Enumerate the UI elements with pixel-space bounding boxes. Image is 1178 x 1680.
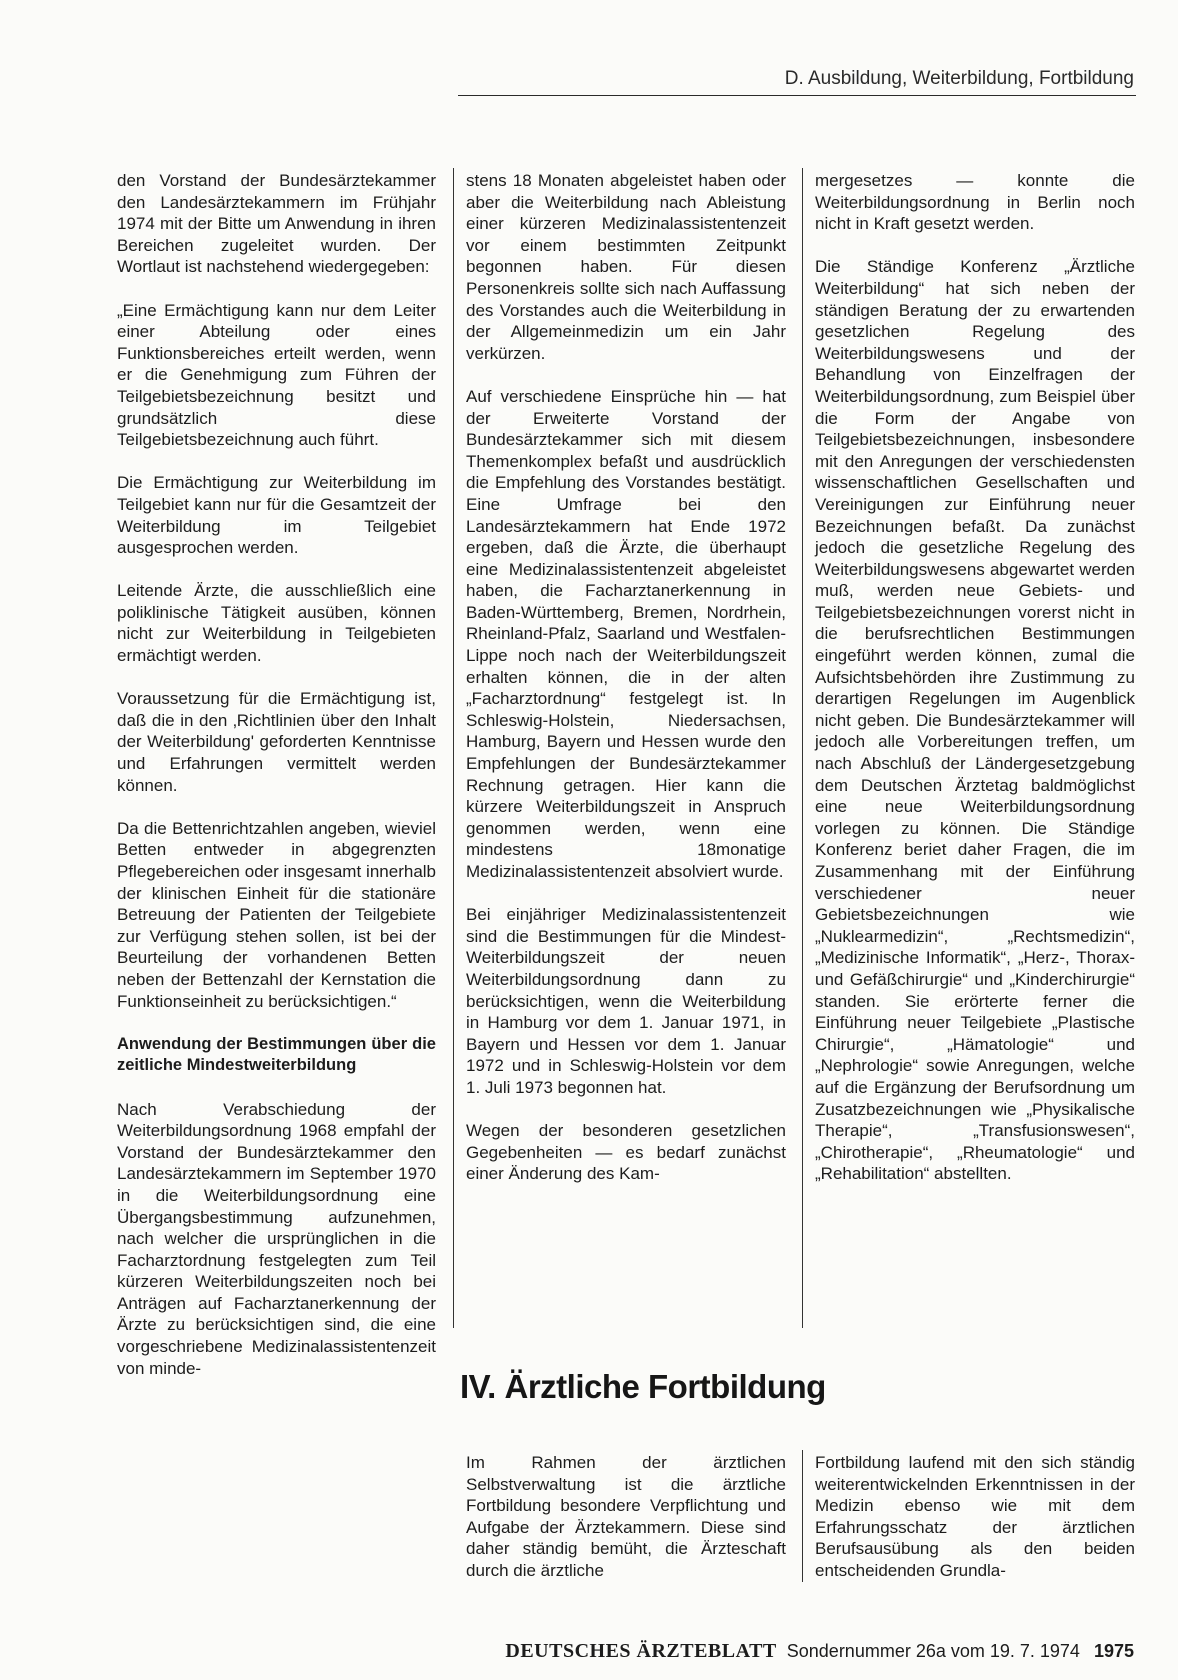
paragraph: Nach Verabschiedung der Weiterbildungsordnung 1968 empfahl der Vorstand der Bundesärztekammer den Landesärztekammern im September 1970 in die Weiterbildungsordnung eine Übergangsbestimmung aufzunehmen, nach welcher die ursprünglichen in die Facharztordnung festgelegten zum Teil kürzeren Weiterbildungszeiten noch bei Anträgen auf Facharztanerkennung der Ärzte zu berücksichtigen sind, die eine vorgeschriebene Medizinalassistentenzeit von minde- xyxy=(117,1099,436,1378)
paragraph: Voraussetzung für die Ermächtigung ist, daß die in den ‚Richtlinien über den Inhalt der Weiterbildung' geforderten Kenntnisse und Erfahrungen vermittelt werden können. xyxy=(117,689,436,795)
header-rule xyxy=(458,95,1136,96)
paragraph: stens 18 Monaten abgeleistet haben oder aber die Weiterbildung nach Ableistung einer kürzeren Medizinalassistentenzeit vor einem bestimmten Zeitpunkt begonnen haben. Für diesen Personenkreis sollte sich nach Auffassung des Vorstandes auch die Weiterbildung in der Allgemeinmedizin um ein Jahr verkürzen. xyxy=(466,171,786,363)
paragraph: den Vorstand der Bundesärztekammer den Landesärztekammern im Frühjahr 1974 mit der Bitte um Anwendung in ihren Bereichen zugeleitet wurden. Der Wortlaut ist nachstehend wiedergegeben: xyxy=(117,171,436,277)
column-4 xyxy=(466,1452,786,1582)
paragraph: Da die Bettenrichtzahlen angeben, wieviel Betten entweder in abgegrenzten Pflegebereichen oder insgesamt innerhalb der klinischen Einheit für die stationäre Betreuung der Patienten der Teilgebiete zur Verfügung stehen sollen, ist bei der Beurteilung der vorhandenen Betten neben der Bettenzahl der Kernstation die Funktionseinheit zu berücksichtigen.“ xyxy=(117,818,436,1011)
paragraph: Auf verschiedene Einsprüche hin — hat der Erweiterte Vorstand der Bundesärztekammer sich mit diesem Themenkomplex befaßt und ausdrücklich die Empfehlung des Vorstandes bestätigt. Eine Umfrage bei den Landesärztekammern hat Ende 1972 ergeben, daß die Ärzte, die überhaupt eine Medizinalassistentenzeit abgeleistet haben, die Facharztanerkennung in Baden-Württemberg, Bremen, Nordrhein, Rheinland-Pfalz, Saarland und Westfalen-Lippe noch nach der Weiterbildungszeit erhalten können, die in der alten „Facharztordnung“ festgelegt ist. In Schleswig-Holstein, Niedersachsen, Hamburg, Bayern und Hessen wurde den Empfehlungen der Bundesärztekammer Rechnung getragen. Hier kann die kürzere Weiterbildungszeit in Anspruch genommen werden, wenn eine mindestens 18monatige Medizinalassistentenzeit absolviert wurde. xyxy=(466,386,786,881)
issue-info: Sondernummer 26a vom 19. 7. 1974 xyxy=(786,1641,1080,1661)
column-3 xyxy=(815,170,1135,1185)
paragraph: mergesetzes — konnte die Weiterbildungsordnung in Berlin noch nicht in Kraft gesetzt werden. xyxy=(815,171,1135,234)
column-divider xyxy=(453,168,454,1328)
subheading: Anwendung der Bestimmungen über die zeitliche Mindestweiterbildung xyxy=(117,1034,436,1075)
paragraph: Die Ermächtigung zur Weiterbildung im Teilgebiet kann nur für die Gesamtzeit der Weiterbildung im Teilgebiet ausgesprochen werden. xyxy=(117,473,436,558)
paragraph: Wegen der besonderen gesetzlichen Gegebenheiten — es bedarf zunächst einer Änderung des Kam- xyxy=(466,1121,786,1184)
column-5 xyxy=(815,1452,1135,1582)
paragraph: Die Ständige Konferenz „Ärztliche Weiterbildung“ hat sich neben der ständigen Beratung der zu erwartenden gesetzlichen Regelung des Weiterbildungswesens und der Behandlung von Einzelfragen der Weiterbildungsordnung, zum Beispiel über die Form der Angabe von Teilgebietsbezeichnungen, insbesondere mit den Anregungen der verschiedensten wissenschaftlichen Gesellschaften und Vereinigungen zur Einführung neuer Bezeichnungen befaßt. Da zunächst jedoch die gesetzliche Regelung des Weiterbildungswesens abgewartet werden muß, werden neue Gebiets- und Teilgebietsbezeichnungen vorerst nicht in die berufsrechtlichen Bestimmungen eingeführt werden können, zumal die Aufsichtsbehörden ihre Zustimmung zu derartigen Regelungen im Augenblick nicht geben. Die Bundesärztekammer will jedoch alle Vorbereitungen treffen, um nach Abschluß der Ländergesetzgebung dem Deutschen Ärztetag baldmöglichst eine neue Weiterbildungsordnung vorlegen zu können. Die Ständige Konferenz beriet daher Fragen, die im Zusammenhang mit der Einführung verschiedener neuer Gebietsbezeichnungen wie „Nuklearmedizin“, „Rechtsmedizin“, „Medizinische Informatik“, „Herz-, Thorax- und Gefäßchirurgie“ und „Kinderchirurgie“ standen. Sie erörterte ferner die Einführung neuer Teilgebiete „Plastische Chirurgie“, „Hämatologie“ und „Nephrologie“ sowie Anregungen, welche auf die Ergänzung der Berufsordnung um Zusatzbezeichnungen wie „Physikalische Therapie“, „Transfusionswesen“, „Chirotherapie“, „Rheumatologie“ und „Rehabilitation“ abstellten. xyxy=(815,257,1135,1184)
running-header: D. Ausbildung, Weiterbildung, Fortbildung xyxy=(784,68,1134,89)
paragraph: Im Rahmen der ärztlichen Selbstverwaltung ist die ärztliche Fortbildung besondere Verpflichtung und Aufgabe der Ärztekammern. Diese sind daher ständig bemüht, die Ärzteschaft durch die ärztliche xyxy=(466,1453,786,1580)
column-divider xyxy=(802,1450,803,1582)
paragraph: Fortbildung laufend mit den sich ständig weiterentwickelnden Erkenntnissen in der Medizin ebenso wie mit dem Erfahrungsschatz der ärztlichen Berufsausübung als den beiden entscheidenden Grundla- xyxy=(815,1453,1135,1580)
section-title: IV. Ärztliche Fortbildung xyxy=(460,1368,826,1405)
journal-name: DEUTSCHES ÄRZTEBLATT xyxy=(505,1640,777,1662)
page-footer xyxy=(420,1640,1134,1663)
column-1 xyxy=(117,170,436,1379)
paragraph: „Eine Ermächtigung kann nur dem Leiter einer Abteilung oder eines Funktionsbereiches erteilt werden, wenn er die Genehmigung zum Führen der Teilgebietsbezeichnung besitzt und grundsätzlich diese Teilgebietsbezeichnung auch führt. xyxy=(117,300,436,450)
column-divider xyxy=(802,168,803,1328)
page-number: 1975 xyxy=(1093,1641,1134,1661)
paragraph: Bei einjähriger Medizinalassistentenzeit sind die Bestimmungen für die Mindest-Weiterbildungszeit der neuen Weiterbildungsordnung dann zu berücksichtigen, wenn die Weiterbildung in Hamburg vor dem 1. Januar 1971, in Bayern und Hessen vor dem 1. Januar 1972 und in Schleswig-Holstein vor dem 1. Juli 1973 begonnen hat. xyxy=(466,905,786,1097)
paragraph: Leitende Ärzte, die ausschließlich eine poliklinische Tätigkeit ausüben, können nicht zur Weiterbildung in Teilgebieten ermächtigt werden. xyxy=(117,581,436,666)
column-2 xyxy=(466,170,786,1185)
